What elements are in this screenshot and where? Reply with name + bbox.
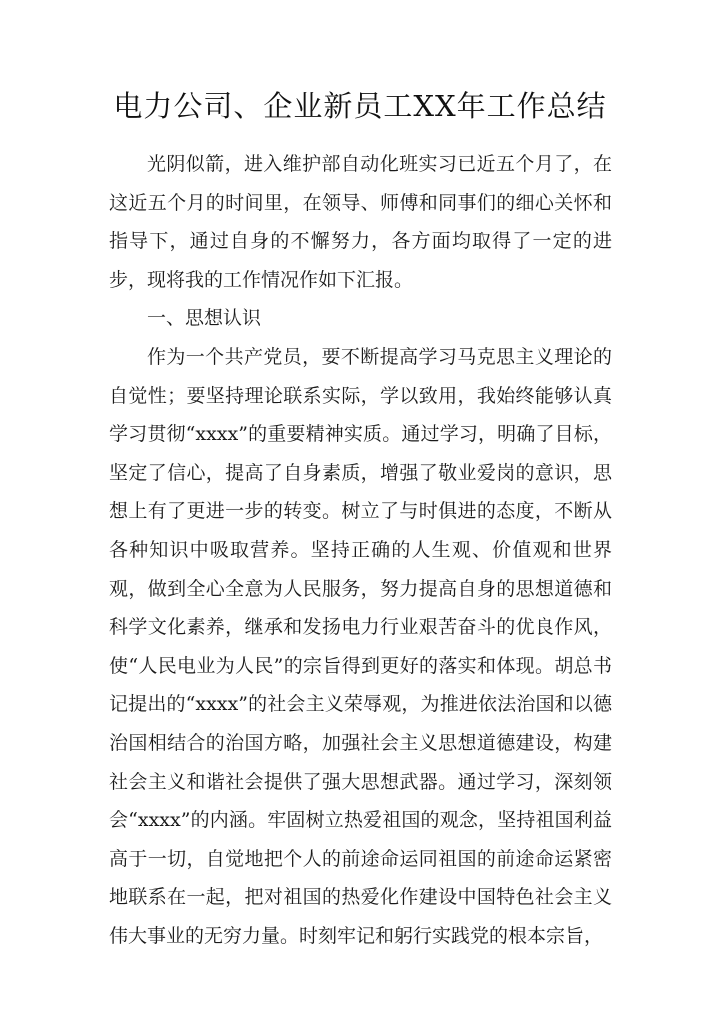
document-body — [109, 145, 612, 955]
body-paragraph: 作为一个共产党员，要不断提高学习马克思主义理论的自觉性；要坚持理论联系实际，学以致用，我始终能够认真学习贯彻“xxxx”的重要精神实质。通过学习，明确了目标，坚定了信心，提高了自身素质，增强了敬业爱岗的意识，思想上有了更进一步的转变。树立了与时俱进的态度，不断从各种知识中吸取营养。坚持正确的人生观、价值观和世界观，做到全心全意为人民服务，努力提高自身的思想道德和科学文化素养，继承和发扬电力行业艰苦奋斗的优良作风，使“人民电业为人民”的宗旨得到更好的落实和体现。胡总书记提出的“xxxx”的社会主义荣辱观，为推进依法治国和以德治国相结合的治国方略，加强社会主义思想道德建设，构建社会主义和谐社会提供了强大思想武器。通过学习，深刻领会“xxxx”的内涵。牢固树立热爱祖国的观念，坚持祖国利益高于一切，自觉地把个人的前途命运同祖国的前途命运紧密地联系在一起，把对祖国的热爱化作建设中国特色社会主义伟大事业的无穷力量。时刻牢记和躬行实践党的根本宗旨， — [109, 345, 612, 947]
section-heading: 一、思想认识 — [147, 307, 262, 330]
intro-paragraph: 光阴似箭，进入维护部自动化班实习已近五个月了，在这近五个月的时间里，在领导、师傅和同事们的细心关怀和指导下，通过自身的不懈努力，各方面均取得了一定的进步，现将我的工作情况作如下汇报。 — [109, 153, 612, 291]
document-title: 电力公司、企业新员工XX年工作总结 — [113, 89, 607, 123]
